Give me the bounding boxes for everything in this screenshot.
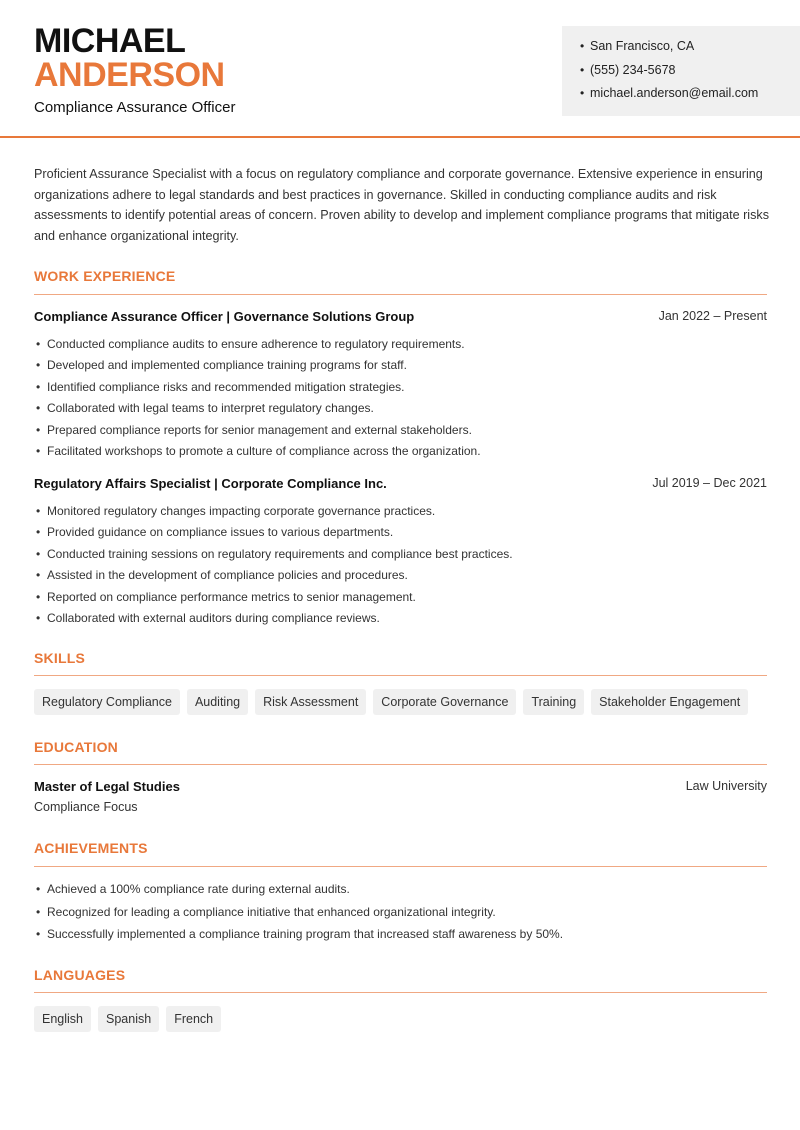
section-divider [34, 294, 767, 295]
contact-phone: • (555) 234-5678 [580, 60, 800, 84]
contact-location: • San Francisco, CA [580, 36, 800, 60]
first-name: MICHAEL [34, 22, 186, 60]
list-item: • Reported on compliance performance metrics to senior management. [34, 588, 769, 609]
section-divider [34, 675, 767, 676]
list-item: • Prepared compliance reports for senior management and external stakeholders. [34, 421, 769, 442]
language-tag: English [34, 1006, 91, 1032]
section-title-skills: SKILLS [34, 650, 85, 666]
list-item: • Recognized for leading a compliance initiative that enhanced organizational integrity. [34, 903, 769, 926]
education-school: Law University [685, 779, 767, 793]
resume-header [0, 0, 800, 138]
languages-list [34, 1006, 774, 1032]
list-item: • Successfully implemented a compliance training program that increased staff awareness by 50%. [34, 925, 769, 948]
skill-tag: Risk Assessment [255, 689, 366, 715]
skill-tag: Stakeholder Engagement [591, 689, 748, 715]
section-title-achievements: ACHIEVEMENTS [34, 840, 148, 856]
list-item: • Collaborated with legal teams to interpret regulatory changes. [34, 399, 769, 420]
list-item: • Conducted training sessions on regulatory requirements and compliance best practices. [34, 545, 769, 566]
section-divider [34, 866, 767, 867]
skill-tag: Training [523, 689, 584, 715]
section-divider [34, 992, 767, 993]
list-item: • Developed and implemented compliance training programs for staff. [34, 356, 769, 377]
skill-tag: Regulatory Compliance [34, 689, 180, 715]
list-item: • Collaborated with external auditors during compliance reviews. [34, 609, 769, 630]
section-title-languages: LANGUAGES [34, 967, 126, 983]
section-divider [34, 764, 767, 765]
contact-box [562, 26, 800, 116]
contact-email: • michael.anderson@email.com [580, 83, 800, 107]
education-focus: Compliance Focus [34, 800, 138, 814]
list-item: • Assisted in the development of compliance policies and procedures. [34, 566, 769, 587]
list-item: • Achieved a 100% compliance rate during external audits. [34, 880, 769, 903]
skills-list [34, 689, 774, 715]
job-bullets [34, 502, 769, 630]
job-header [34, 476, 767, 494]
language-tag: Spanish [98, 1006, 159, 1032]
list-item: • Provided guidance on compliance issues to various departments. [34, 523, 769, 544]
job-title: Compliance Assurance Officer [34, 99, 236, 116]
job-dates: Jul 2019 – Dec 2021 [652, 476, 767, 490]
list-item: • Conducted compliance audits to ensure adherence to regulatory requirements. [34, 335, 769, 356]
list-item: • Monitored regulatory changes impacting corporate governance practices. [34, 502, 769, 523]
list-item: • Facilitated workshops to promote a culture of compliance across the organization. [34, 442, 769, 463]
job-bullets [34, 335, 769, 463]
job-role: Regulatory Affairs Specialist | Corporate Compliance Inc. [34, 476, 387, 491]
language-tag: French [166, 1006, 221, 1032]
skill-tag: Auditing [187, 689, 248, 715]
job-dates: Jan 2022 – Present [658, 309, 767, 323]
job-role: Compliance Assurance Officer | Governance Solutions Group [34, 309, 415, 324]
section-title-education: EDUCATION [34, 739, 118, 755]
job-header [34, 309, 767, 327]
last-name: ANDERSON [34, 56, 225, 94]
list-item: • Identified compliance risks and recommended mitigation strategies. [34, 378, 769, 399]
skill-tag: Corporate Governance [373, 689, 516, 715]
education-degree: Master of Legal Studies [34, 779, 180, 794]
summary: Proficient Assurance Specialist with a focus on regulatory compliance and corporate governance. Extensive experience in ensuring organizations adhere to legal standards and best practices in governance. Skilled in conducting compliance audits and risk assessments to identify potential areas of concern. Proven ability to develop and implement compliance programs that mitigate risks and enhance organizational integrity. [34, 167, 770, 243]
achievements-list [34, 880, 769, 948]
section-title-work: WORK EXPERIENCE [34, 268, 176, 284]
